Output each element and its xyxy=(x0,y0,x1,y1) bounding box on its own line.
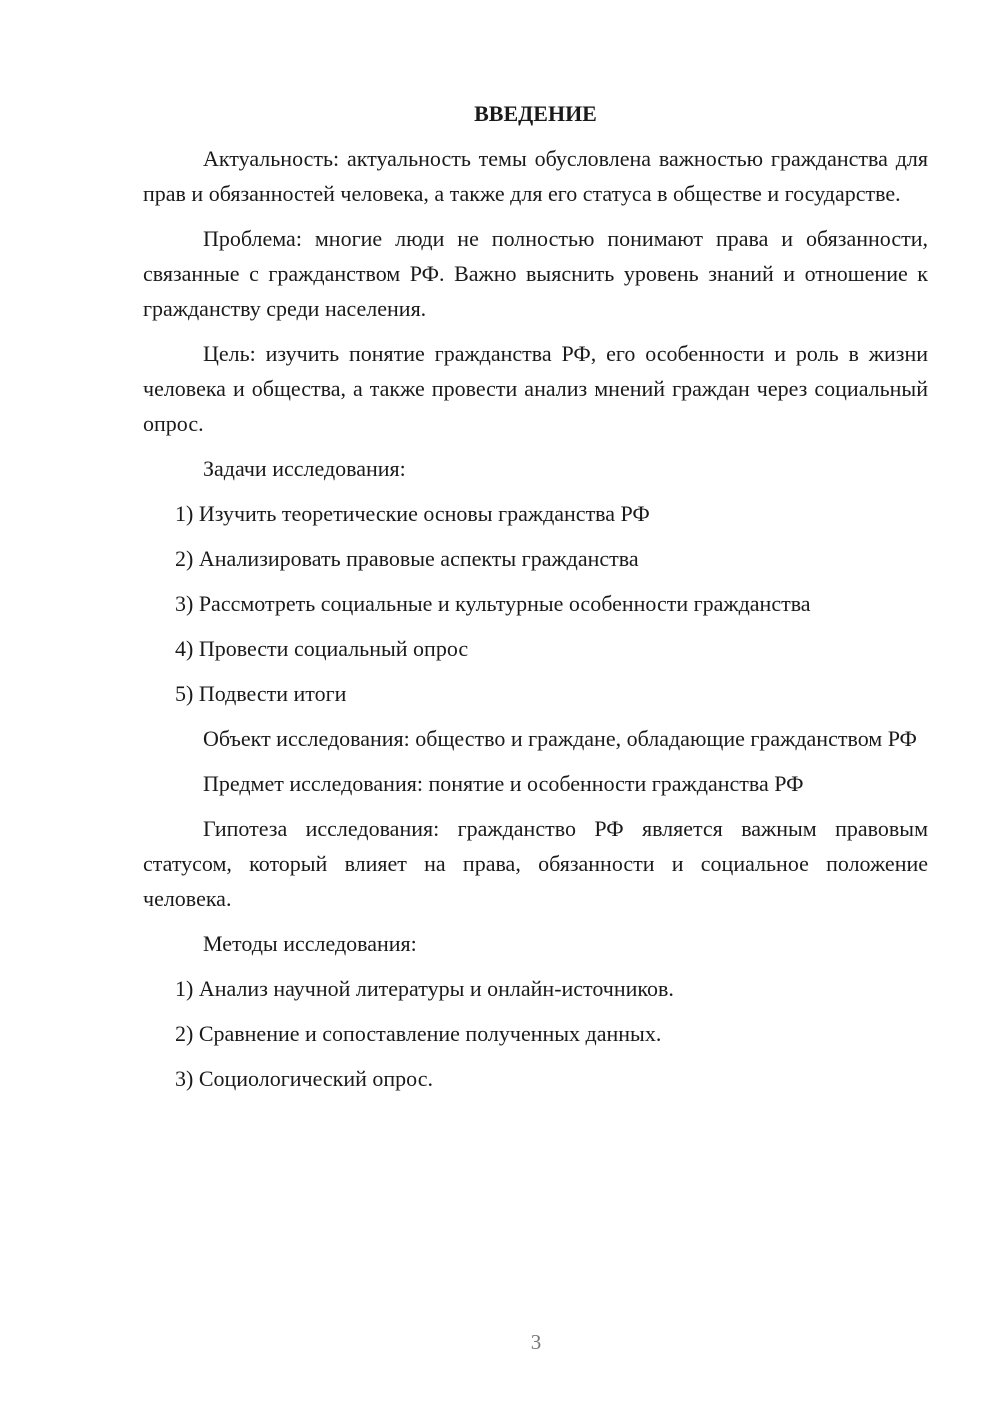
hypothesis-paragraph: Гипотеза исследования: гражданство РФ является важным правовым статусом, который влияет на права, обязанности и социальное положение человека. xyxy=(143,816,928,911)
page-number: 3 xyxy=(530,1330,542,1354)
task-item: 2) Анализировать правовые аспекты гражданства xyxy=(175,546,639,571)
methods-heading: Методы исследования: xyxy=(203,931,417,956)
goal-paragraph: Цель: изучить понятие гражданства РФ, его особенности и роль в жизни человека и общества, а также провести анализ мнений граждан через социальный опрос. xyxy=(143,341,928,436)
task-item: 1) Изучить теоретические основы гражданства РФ xyxy=(175,501,650,526)
object-paragraph: Объект исследования: общество и граждане, обладающие гражданством РФ xyxy=(203,726,917,751)
task-item: 3) Рассмотреть социальные и культурные особенности гражданства xyxy=(175,591,811,616)
page-content xyxy=(143,96,928,1106)
problem-paragraph: Проблема: многие люди не полностью понимают права и обязанности, связанные с гражданством РФ. Важно выяснить уровень знаний и отношение к гражданству среди населения. xyxy=(143,226,928,321)
relevance-paragraph: Актуальность: актуальность темы обусловлена важностью гражданства для прав и обязанностей человека, а также для его статуса в обществе и государстве. xyxy=(143,146,928,206)
section-title: ВВЕДЕНИЕ xyxy=(474,101,597,126)
task-item: 5) Подвести итоги xyxy=(175,681,347,706)
task-item: 4) Провести социальный опрос xyxy=(175,636,469,661)
subject-paragraph: Предмет исследования: понятие и особенности гражданства РФ xyxy=(203,771,804,796)
method-item: 2) Сравнение и сопоставление полученных данных. xyxy=(175,1021,662,1046)
method-item: 1) Анализ научной литературы и онлайн-источников. xyxy=(175,976,674,1001)
method-item: 3) Социологический опрос. xyxy=(175,1066,433,1091)
tasks-heading: Задачи исследования: xyxy=(203,456,406,481)
